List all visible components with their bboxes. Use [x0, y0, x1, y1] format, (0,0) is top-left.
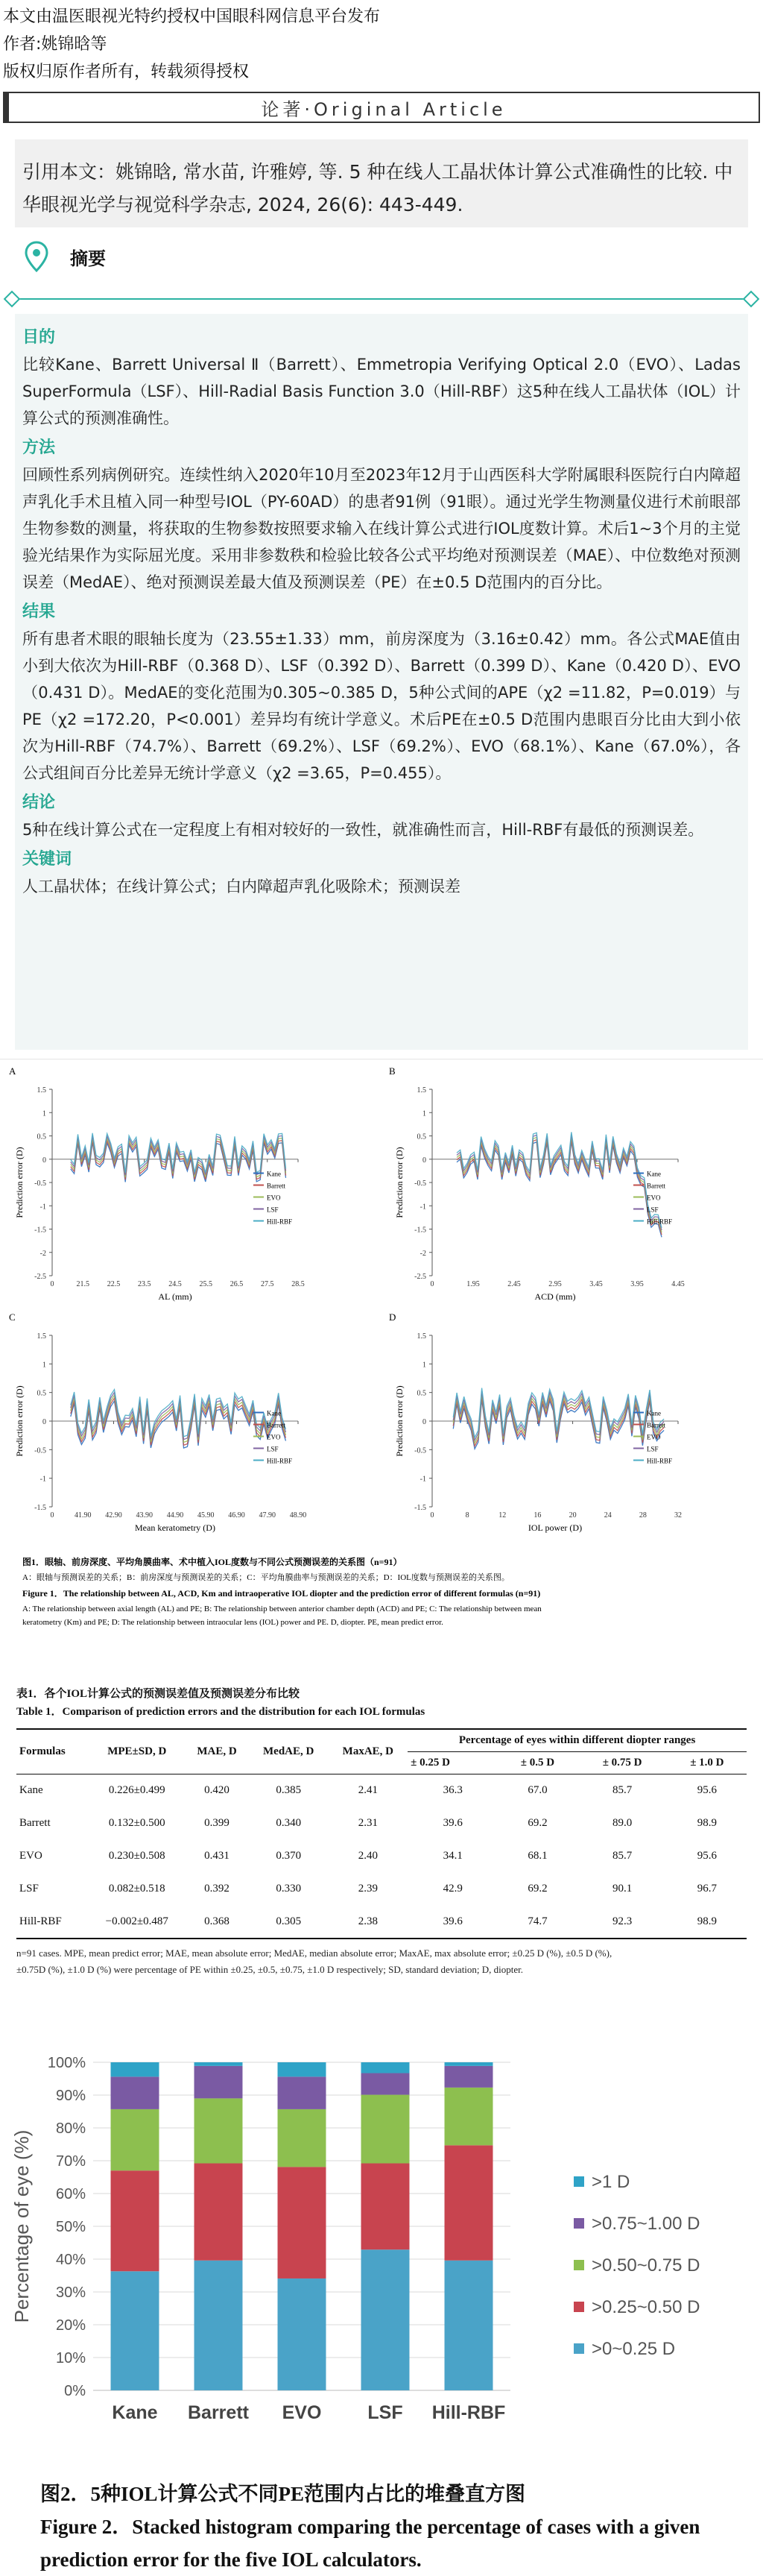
- y-axis-label: Prediction error (D): [394, 1147, 405, 1218]
- x-tick-label: 47.90: [259, 1511, 276, 1520]
- bar-segment: [194, 2261, 243, 2390]
- y-axis-label: Prediction error (D): [394, 1385, 405, 1457]
- methods-heading: 方法: [22, 438, 56, 457]
- legend-label: >0.50~0.75 D: [592, 2255, 700, 2276]
- bar-segment: [445, 2088, 493, 2145]
- bar-segment: [361, 2164, 410, 2250]
- bar-segment: [445, 2261, 493, 2390]
- y-tick-label: -2: [420, 1249, 426, 1258]
- x-tick-label: 46.90: [228, 1511, 245, 1520]
- table-1-note: [16, 1945, 747, 1978]
- results-heading: 结果: [22, 602, 56, 621]
- sub-header-10: ± 1.0 D: [690, 1757, 724, 1769]
- y-tick-label: 40%: [55, 2252, 86, 2268]
- bar-segment: [278, 2279, 326, 2390]
- location-pin-icon: [24, 241, 49, 272]
- col-header-formulas: Formulas: [19, 1745, 66, 1757]
- bar-segment: [111, 2062, 159, 2076]
- table-cell: 74.7: [528, 1915, 548, 1927]
- table-cell: 0.399: [204, 1817, 229, 1829]
- x-tick-label: 2.45: [507, 1280, 521, 1288]
- legend-label: LSF: [267, 1206, 279, 1214]
- abstract-header: [0, 227, 763, 286]
- table-cell: 0.305: [276, 1915, 302, 1927]
- table-1-title-en: Table 1．Comparison of prediction errors and the distribution for each IOL formulas: [16, 1706, 425, 1718]
- legend-label: >0~0.25 D: [592, 2339, 676, 2359]
- figure-1-caption-en: Figure 1．The relationship between AL, ACD, Km and intraoperative IOL diopter and the prediction error of different formulas (n=91): [22, 1588, 541, 1599]
- bar-segment: [361, 2073, 410, 2095]
- article-type-bar: [3, 92, 760, 123]
- y-tick-label: 0.5: [37, 1133, 46, 1141]
- y-tick-label: -1.5: [414, 1226, 426, 1235]
- y-tick-label: 1: [42, 1361, 46, 1370]
- table-row: [16, 1774, 747, 1807]
- legend-label: Hill-RBF: [267, 1218, 293, 1226]
- y-tick-label: 100%: [47, 2055, 86, 2071]
- purpose-heading: 目的: [22, 328, 56, 347]
- y-tick-label: -1.5: [34, 1226, 46, 1235]
- x-axis-label: AL (mm): [158, 1291, 192, 1302]
- legend-label: LSF: [647, 1206, 659, 1214]
- header-line-2: 作者:姚锦晗等: [3, 35, 107, 54]
- y-tick-label: 1.5: [417, 1086, 426, 1095]
- y-tick-label: 20%: [55, 2317, 86, 2334]
- table-cell: 68.1: [528, 1850, 548, 1862]
- table-cell: 0.385: [276, 1784, 302, 1797]
- table-cell: 0.392: [204, 1883, 229, 1895]
- x-tick-label: 28: [639, 1511, 647, 1520]
- legend-label: Kane: [647, 1409, 661, 1417]
- table-cell: 0.226±0.499: [108, 1784, 165, 1797]
- conclusion-text: 5种在线计算公式在一定程度上有相对较好的一致性，就准确性而言，Hill-RBF有最低的预测误差。: [22, 821, 704, 839]
- legend-label: LSF: [267, 1445, 279, 1453]
- table-row: [16, 1807, 747, 1840]
- y-axis-label: Percentage of eye (%): [10, 2129, 33, 2323]
- y-tick-label: -1: [39, 1475, 46, 1484]
- y-tick-label: -1: [39, 1203, 46, 1212]
- x-tick-label: 0: [430, 1511, 434, 1520]
- panel-letter: A: [9, 1065, 16, 1077]
- y-tick-label: 1.5: [37, 1332, 46, 1341]
- legend-swatch: [574, 2176, 584, 2187]
- table-cell: 0.370: [276, 1850, 302, 1862]
- table-cell: −0.002±0.487: [105, 1915, 168, 1927]
- col-header-group: Percentage of eyes within different diopter ranges: [408, 1729, 747, 1752]
- y-tick-label: -1: [420, 1203, 426, 1212]
- bar-segment: [445, 2062, 493, 2066]
- x-tick-label: 1.95: [466, 1280, 480, 1288]
- abstract-box: [15, 314, 748, 1050]
- x-tick-label: 22.5: [107, 1280, 121, 1288]
- table-1-note-2: ±0.75D (%), ±1.0 D (%) were percentage of PE within ±0.25, ±0.5, ±0.75, ±1.0 D respectively; SD, standard deviation; D, diopter.: [16, 1963, 524, 1975]
- legend-label: EVO: [647, 1433, 661, 1441]
- table-cell: Kane: [19, 1784, 43, 1797]
- table-row: [16, 1840, 747, 1873]
- panel-letter: D: [389, 1311, 396, 1323]
- citation-text: 引用本文：姚锦晗, 常水苗, 许雅婷, 等. 5 种在线人工晶状体计算公式准确性的比较. 中华眼视光学与视觉科学杂志, 2024, 26(6): 443-449.: [22, 161, 733, 215]
- header-line-1: 本文由温医眼视光特约授权中国眼科网信息平台发布: [3, 7, 381, 26]
- x-axis-label: ACD (mm): [534, 1291, 576, 1302]
- y-tick-label: 1: [422, 1361, 426, 1370]
- x-tick-label: 24: [604, 1511, 612, 1520]
- table-cell: 0.431: [204, 1850, 229, 1862]
- y-tick-label: -2.5: [414, 1273, 426, 1281]
- legend-swatch: [574, 2260, 584, 2270]
- x-axis-label: IOL power (D): [528, 1522, 583, 1533]
- y-tick-label: 60%: [55, 2186, 86, 2202]
- x-tick-label: 26.5: [229, 1280, 244, 1288]
- table-cell: EVO: [19, 1850, 42, 1862]
- figure-2-caption-en: Figure 2．Stacked histogram comparing the percentage of cases with a given prediction error for the five IOL calculators.: [40, 2516, 700, 2571]
- legend-label: EVO: [647, 1194, 661, 1202]
- y-tick-label: 0: [422, 1418, 426, 1426]
- figure-1-caption-cn-sub: A：眼轴与预测误差的关系；B：前房深度与预测误差的关系；C：平均角膜曲率与预测误差的关系；D：IOL度数与预测误差的关系图。: [22, 1573, 510, 1582]
- table-cell: 34.1: [443, 1850, 463, 1862]
- table-cell: 0.132±0.500: [108, 1817, 165, 1829]
- bar-segment: [194, 2062, 243, 2066]
- table-cell: 0.330: [276, 1883, 302, 1895]
- abstract-title: 摘要: [70, 248, 106, 269]
- legend-label: LSF: [647, 1445, 659, 1453]
- table-cell: 2.41: [358, 1784, 378, 1797]
- y-tick-label: 1: [422, 1109, 426, 1118]
- x-tick-label: 25.5: [199, 1280, 212, 1288]
- y-tick-label: 0: [422, 1156, 426, 1165]
- y-tick-label: 90%: [55, 2088, 86, 2104]
- legend-label: >1 D: [592, 2172, 630, 2192]
- table-cell: 98.9: [697, 1915, 717, 1927]
- x-tick-label: 0: [50, 1511, 54, 1520]
- bar-segment: [278, 2109, 326, 2167]
- table-cell: 67.0: [528, 1784, 548, 1797]
- x-tick-label: 24.5: [168, 1280, 182, 1288]
- bar-segment: [111, 2170, 159, 2271]
- x-tick-label: 32: [674, 1511, 682, 1520]
- figure-1-panel-b: [389, 1065, 685, 1302]
- table-cell: 39.6: [443, 1915, 463, 1927]
- legend-label: Barrett: [647, 1421, 665, 1429]
- results-text: 所有患者术眼的眼轴长度为（23.55±1.33）mm，前房深度为（3.16±0.42）mm。各公式MAE值由小到大依次为Hill-RBF（0.368 D）、LSF（0.392 D）、Barrett（0.399 D）、Kane（0.420 D）、EVO（0.431 D）。MedAE的变化范围为0.305~0.385 D，5种公式间的APE（χ2 =11.82，P=0.019）与PE（χ2 =172.20，P<0.001）差异均有统计学意义。术后PE在±0.5 D范围内患眼百分比由大到小依次为Hill-RBF（74.7%）、Barrett（69.2%）、LSF（69.2%）、EVO（68.1%）、Kane（67.0%），各公式组间百分比差异无统计学意义（χ2 =3.65，P=0.455）。: [22, 630, 741, 782]
- y-tick-label: -1.5: [34, 1504, 46, 1512]
- table-cell: 2.38: [358, 1915, 378, 1927]
- legend-label: >0.25~0.50 D: [592, 2297, 700, 2317]
- y-tick-label: 1.5: [37, 1086, 46, 1095]
- table-cell: 96.7: [697, 1883, 717, 1895]
- table-cell: 69.2: [528, 1883, 548, 1895]
- legend-label: Kane: [267, 1409, 281, 1417]
- table-cell: Hill-RBF: [19, 1915, 62, 1927]
- y-tick-label: -1: [420, 1475, 426, 1484]
- y-tick-label: 0: [42, 1156, 46, 1165]
- y-tick-label: -0.5: [34, 1180, 46, 1188]
- stacked-bar-chart: [0, 2040, 763, 2478]
- x-tick-label: 8: [465, 1511, 469, 1520]
- table-1-grid: [16, 1728, 747, 1939]
- table-row: [16, 1906, 747, 1939]
- table-cell: 39.6: [443, 1817, 463, 1829]
- table-cell: 0.420: [204, 1784, 229, 1797]
- figure-2: [0, 2040, 763, 2478]
- table-cell: 95.6: [697, 1850, 717, 1862]
- x-tick-label: 43.90: [136, 1511, 153, 1520]
- figure-2-caption: [0, 2478, 763, 2576]
- legend-label: EVO: [267, 1433, 281, 1441]
- x-tick-label: 28.5: [291, 1280, 305, 1288]
- figure-1-panels: [0, 1059, 763, 1680]
- y-tick-label: 0: [42, 1418, 46, 1426]
- bar-segment: [278, 2167, 326, 2279]
- y-tick-label: 0%: [64, 2383, 86, 2399]
- x-tick-label: Kane: [112, 2402, 158, 2423]
- x-tick-label: 41.90: [75, 1511, 92, 1520]
- figure-1-caption-en-sub1: A: The relationship between axial length (AL) and PE; B: The relationship between anterior chamber depth (ACD) and PE; C: The relationship between mean: [22, 1605, 542, 1613]
- x-tick-label: 0: [430, 1280, 434, 1288]
- x-tick-label: 20: [569, 1511, 577, 1520]
- panel-letter: B: [389, 1065, 396, 1077]
- table-cell: 69.2: [528, 1817, 548, 1829]
- header-block: [0, 0, 763, 86]
- citation-box: [15, 139, 748, 227]
- article-type: 论著·Original Article: [261, 98, 507, 120]
- bar-segment: [361, 2095, 410, 2164]
- y-tick-label: 50%: [55, 2219, 86, 2235]
- y-tick-label: 0.5: [417, 1133, 426, 1141]
- table-cell: 92.3: [612, 1915, 633, 1927]
- table-cell: 0.230±0.508: [108, 1850, 165, 1862]
- y-axis-label: Prediction error (D): [14, 1147, 25, 1218]
- figure-2-caption-cn: 图2．5种IOL计算公式不同PE范围内占比的堆叠直方图: [40, 2483, 526, 2505]
- legend-label: Hill-RBF: [267, 1457, 293, 1465]
- bar-segment: [111, 2109, 159, 2170]
- diamond-right-icon: [743, 291, 760, 308]
- legend-label: Barrett: [647, 1182, 665, 1190]
- bar-segment: [278, 2076, 326, 2109]
- y-tick-label: -2.5: [34, 1273, 46, 1281]
- y-tick-label: -2: [39, 1249, 46, 1258]
- y-tick-label: -0.5: [34, 1446, 46, 1455]
- y-tick-label: 80%: [55, 2120, 86, 2137]
- legend-swatch: [574, 2302, 584, 2312]
- x-tick-label: 12: [498, 1511, 507, 1520]
- x-tick-label: 16: [534, 1511, 542, 1520]
- series-line: [457, 1139, 662, 1235]
- legend-label: Kane: [647, 1170, 661, 1178]
- table-cell: 0.082±0.518: [108, 1883, 165, 1895]
- table-cell: Barrett: [19, 1817, 51, 1829]
- x-tick-label: 0: [50, 1280, 54, 1288]
- bar-segment: [111, 2271, 159, 2390]
- bar-segment: [445, 2066, 493, 2088]
- chart-bars: [111, 2062, 506, 2423]
- legend-label: EVO: [267, 1194, 281, 1202]
- y-tick-label: -0.5: [414, 1180, 426, 1188]
- y-tick-label: 30%: [55, 2284, 86, 2301]
- legend-label: Barrett: [267, 1182, 285, 1190]
- table-cell: 95.6: [697, 1784, 717, 1797]
- y-axis-label: Prediction error (D): [14, 1385, 25, 1457]
- legend-label: Hill-RBF: [647, 1457, 673, 1465]
- x-tick-label: LSF: [367, 2402, 403, 2423]
- figure-1-caption-en-sub2: keratometry (Km) and PE; D: The relationship between intraocular lens (IOL) power and PE. D, diopter. PE, mean predict error.: [22, 1618, 443, 1627]
- table-cell: 85.7: [612, 1850, 633, 1862]
- x-tick-label: 2.95: [548, 1280, 562, 1288]
- bar-segment: [361, 2249, 410, 2390]
- x-tick-label: EVO: [282, 2402, 322, 2423]
- table-cell: 89.0: [612, 1817, 633, 1829]
- figure-1-panel-d: [389, 1311, 682, 1533]
- table-cell: 0.368: [204, 1915, 229, 1927]
- x-tick-label: 44.90: [166, 1511, 184, 1520]
- sub-header-075: ± 0.75 D: [602, 1757, 642, 1769]
- legend-label: Kane: [267, 1170, 281, 1178]
- keywords-text: 人工晶状体；在线计算公式；白内障超声乳化吸除术；预测误差: [22, 878, 460, 895]
- x-tick-label: 27.5: [261, 1280, 274, 1288]
- table-cell: 42.9: [443, 1883, 463, 1895]
- figure-1-panel-a: [9, 1065, 305, 1302]
- table-cell: 2.31: [358, 1817, 378, 1829]
- sub-header-05: ± 0.5 D: [520, 1757, 555, 1769]
- x-tick-label: 4.45: [671, 1280, 685, 1288]
- bar-segment: [194, 2164, 243, 2261]
- keywords-heading: 关键词: [22, 850, 72, 869]
- col-header-mpe: MPE±SD, D: [107, 1745, 167, 1757]
- bar-segment: [361, 2062, 410, 2073]
- bar-segment: [445, 2145, 493, 2260]
- table-cell: 90.1: [612, 1883, 633, 1895]
- legend-label: >0.75~1.00 D: [592, 2214, 700, 2234]
- chart-legend: [574, 2172, 700, 2359]
- table-cell: 0.340: [276, 1817, 302, 1829]
- y-tick-label: 70%: [55, 2153, 86, 2170]
- sub-header-025: ± 0.25 D: [411, 1757, 450, 1769]
- section-divider: [4, 292, 759, 306]
- table-row: [16, 1873, 747, 1906]
- header-line-3: 版权归原作者所有，转载须得授权: [3, 63, 250, 81]
- y-tick-label: 1.5: [417, 1332, 426, 1341]
- legend-label: Barrett: [267, 1421, 285, 1429]
- bar-segment: [278, 2062, 326, 2076]
- table-cell: 2.39: [358, 1883, 378, 1895]
- col-header-maxae: MaxAE, D: [342, 1745, 393, 1757]
- bar-segment: [194, 2098, 243, 2163]
- y-tick-label: 0.5: [37, 1389, 46, 1398]
- x-tick-label: 3.95: [630, 1280, 644, 1288]
- x-tick-label: Barrett: [188, 2402, 249, 2423]
- x-tick-label: 45.90: [197, 1511, 215, 1520]
- y-tick-label: 1: [42, 1109, 46, 1118]
- conclusion-heading: 结论: [22, 793, 56, 812]
- table-1-note-1: n=91 cases. MPE, mean predict error; MAE, mean absolute error; MedAE, median absolute error; MaxAE, max absolute error; ±0.25 D (%), ±0.5 D (%),: [16, 1947, 612, 1959]
- legend-swatch: [574, 2343, 584, 2354]
- methods-text: 回顾性系列病例研究。连续性纳入2020年10月至2023年12月于山西医科大学附属眼科医院行白内障超声乳化手术且植入同一种型号IOL（PY-60AD）的患者91例（91眼）。通过光学生物测量仪进行术前眼部生物参数的测量，将获取的生物参数按照要求输入在线计算公式进行IOL度数计算。术后1~3个月的主觉验光结果作为实际屈光度。采用非参数秩和检验比较各公式平均绝对预测误差（MAE）、中位数绝对预测误差（MedAE）、绝对预测误差最大值及预测误差（PE）在±0.5 D范围内的百分比。: [22, 466, 741, 591]
- table-cell: 98.9: [697, 1817, 717, 1829]
- x-tick-label: Hill-RBF: [431, 2402, 506, 2423]
- y-tick-label: -1.5: [414, 1504, 426, 1512]
- table-1-title-cn: 表1．各个IOL计算公式的预测误差值及预测误差分布比较: [16, 1688, 300, 1700]
- table-cell: 2.40: [358, 1850, 378, 1862]
- x-tick-label: 48.90: [289, 1511, 307, 1520]
- figure-1: [0, 1059, 763, 1679]
- legend-label: Hill-RBF: [647, 1218, 673, 1226]
- x-tick-label: 3.45: [589, 1280, 603, 1288]
- table-cell: LSF: [19, 1883, 39, 1895]
- diamond-left-icon: [4, 291, 21, 308]
- table-1: [0, 1679, 763, 2040]
- panel-letter: C: [9, 1311, 16, 1323]
- purpose-text: 比较Kane、Barrett Universal Ⅱ（Barrett）、Emmetropia Verifying Optical 2.0（EVO）、Ladas SuperFormula（LSF）、Hill-Radial Basis Function 3.0（Hill-RBF）这5种在线人工晶状体（IOL）计算公式的预测准确性。: [22, 356, 741, 427]
- x-axis-label: Mean keratometry (D): [135, 1522, 215, 1533]
- bar-segment: [111, 2076, 159, 2109]
- col-header-medae: MedAE, D: [263, 1745, 314, 1757]
- y-tick-label: 0.5: [417, 1389, 426, 1398]
- col-header-mae: MAE, D: [197, 1745, 237, 1757]
- chart-axes: [10, 2055, 510, 2399]
- bar-segment: [194, 2066, 243, 2099]
- y-tick-label: -0.5: [414, 1446, 426, 1455]
- table-cell: 85.7: [612, 1784, 633, 1797]
- y-tick-label: 10%: [55, 2350, 86, 2366]
- figure-1-panel-c: [9, 1311, 306, 1533]
- x-tick-label: 21.5: [76, 1280, 89, 1288]
- table-cell: 36.3: [443, 1784, 463, 1797]
- legend-swatch: [574, 2218, 584, 2229]
- figure-1-caption-cn: 图1．眼轴、前房深度、平均角膜曲率、术中植入IOL度数与不同公式预测误差的关系图（n=91）: [22, 1557, 402, 1567]
- x-tick-label: 42.90: [105, 1511, 122, 1520]
- x-tick-label: 23.5: [138, 1280, 151, 1288]
